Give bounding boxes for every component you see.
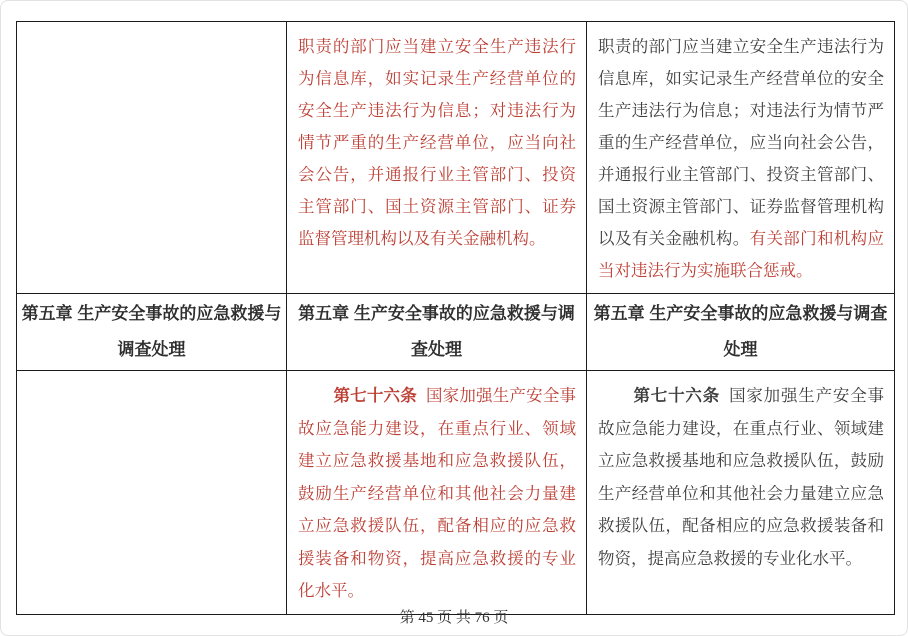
table-row-article-76 <box>17 371 895 615</box>
text-segment-red: 职责的部门应当建立安全生产违法行为信息库，如实记录生产经营单位的安全生产违法行为信息；对违法行为情节严重的生产经营单位，应当向社会公告，并通报行业主管部门、投资主管部门、国土资源主管部门、证券监督管理机构以及有关金融机构。 <box>298 38 576 248</box>
cell-new-law-text <box>587 22 895 294</box>
article-number: 第七十六条 <box>633 387 720 405</box>
text-segment-black: 职责的部门应当建立安全生产违法行为信息库，如实记录生产经营单位的安全生产违法行为信息；对违法行为情节严重的生产经营单位，应当向社会公告，并通报行业主管部门、投资主管部门、国土资源主管部门、证券监督管理机构以及有关金融机构。 <box>598 38 884 248</box>
cell-old-law-empty <box>17 371 287 615</box>
page-number-footer: 第 45 页 共 76 页 <box>399 610 509 626</box>
table-row-continued-article <box>17 22 895 294</box>
text-segment-red: 国家加强生产安全事故应急能力建设，在重点行业、领域建立应急救援基地和应急救援队伍，鼓励生产经营单位和其他社会力量建立应急救援队伍，配备相应的应急救援装备和物资，提高应急救援的专业化水平。 <box>298 387 577 600</box>
cell-new-article-76 <box>587 371 895 615</box>
table-row-chapter-heading <box>17 294 895 371</box>
law-comparison-table <box>16 21 895 615</box>
cell-chapter-heading-old: 第五章 生产安全事故的应急救援与调查处理 <box>17 294 287 371</box>
cell-draft-article-76 <box>287 371 587 615</box>
text-segment-red: 有关部门和机构应当对违法行为实施联合惩戒。 <box>598 230 884 280</box>
article-number: 第七十六条 <box>333 387 417 405</box>
text-segment-black: 国家加强生产安全事故应急能力建设，在重点行业、领域建立应急救援基地和应急救援队伍，鼓励生产经营单位和其他社会力量建立应急救援队伍，配备相应的应急救援装备和物资，提高应急救援的专业化水平。 <box>598 387 885 568</box>
cell-chapter-heading-draft: 第五章 生产安全事故的应急救援与调查处理 <box>287 294 587 371</box>
cell-old-law-empty <box>17 22 287 294</box>
cell-draft-amendment-text <box>287 22 587 294</box>
cell-chapter-heading-new: 第五章 生产安全事故的应急救援与调查处理 <box>587 294 895 371</box>
